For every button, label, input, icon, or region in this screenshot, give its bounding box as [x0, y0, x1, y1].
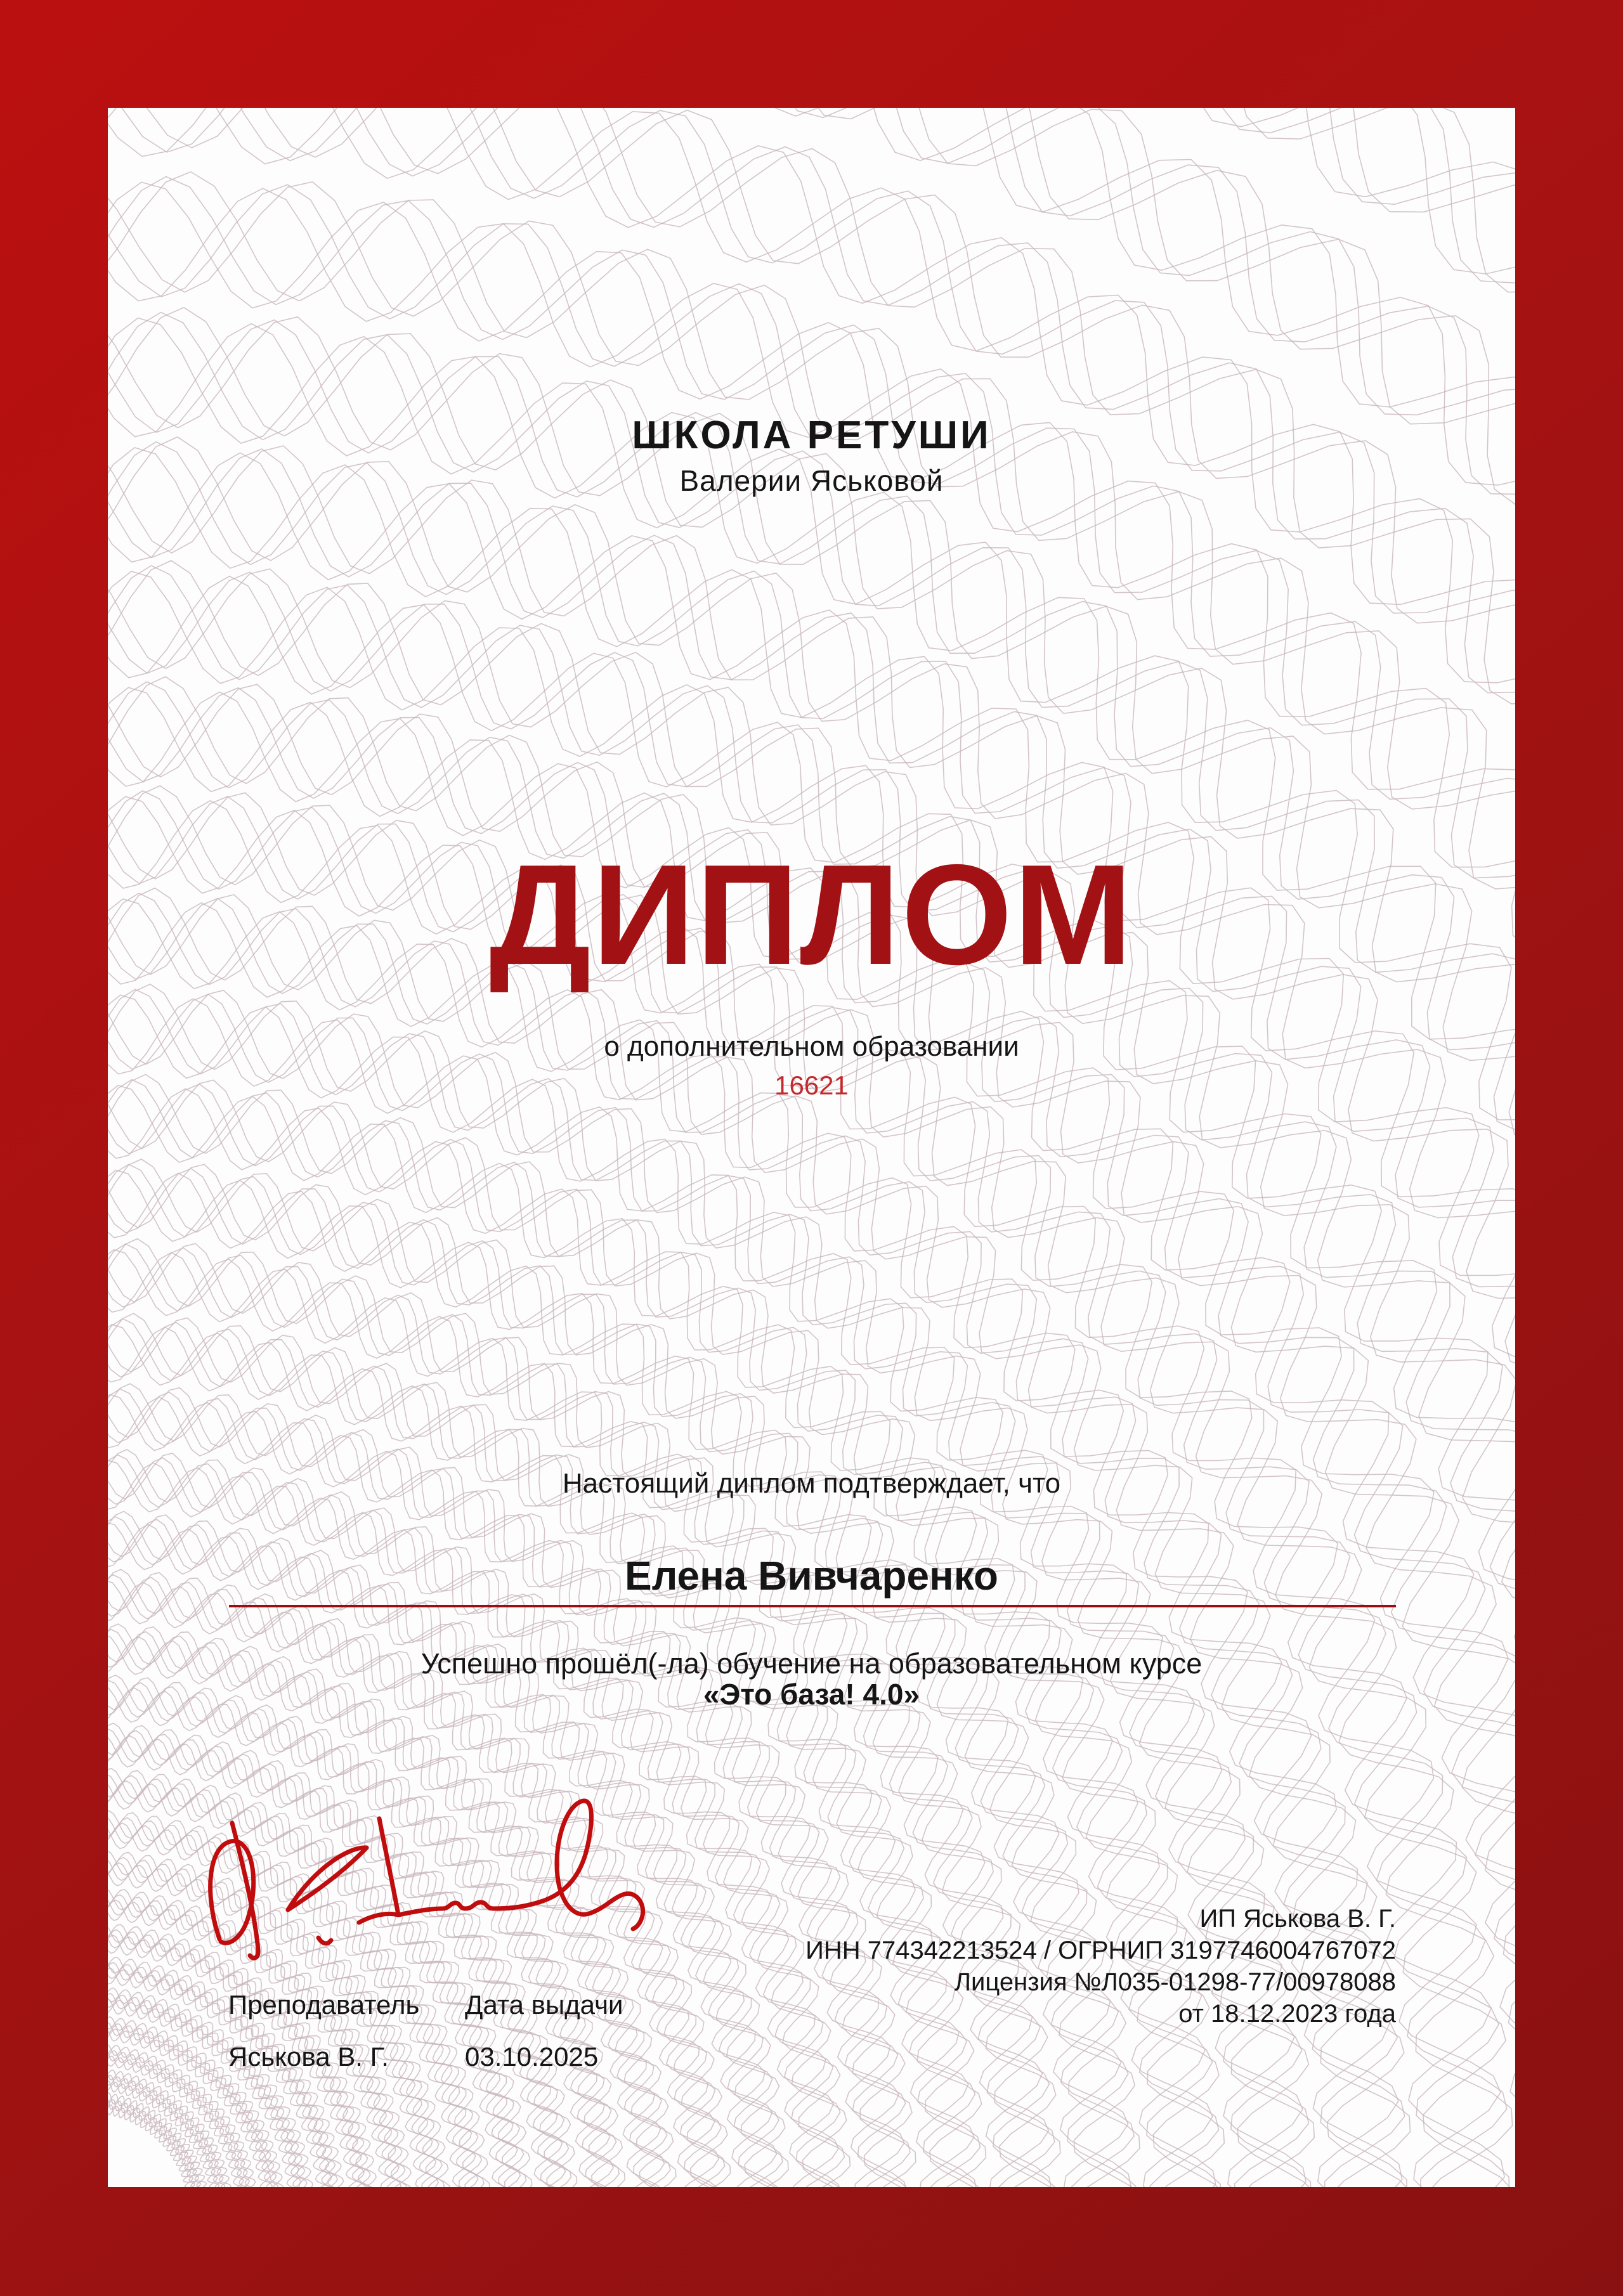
teacher-block	[228, 1992, 419, 2070]
signature	[108, 108, 1515, 2187]
legal-license-date: от 18.12.2023 года	[1178, 2000, 1396, 2028]
certificate-body	[108, 108, 1515, 2187]
diploma-title: ДИПЛОМ	[489, 834, 1134, 994]
school-subtitle: Валерии Яськовой	[679, 464, 944, 497]
issue-date-label: Дата выдачи	[465, 1990, 623, 2020]
confirmation-text: Настоящий диплом подтверждает, что	[562, 1468, 1061, 1499]
recipient-name: Елена Вивчаренко	[625, 1553, 998, 1599]
legal-license: Лицензия №Л035-01298-77/00978088	[954, 1968, 1396, 1996]
diploma-subtitle: о дополнительном образовании	[604, 1031, 1019, 1062]
teacher-label: Преподаватель	[228, 1990, 420, 2020]
course-name: «Это база! 4.0»	[703, 1678, 920, 1711]
course-description: Успешно прошёл(-ла) обучение на образовательном курсе	[420, 1647, 1203, 1680]
diploma-number: 16621	[774, 1070, 849, 1100]
legal-registration: ИНН 774342213524 / ОГРНИП 3197746004767072	[805, 1936, 1396, 1964]
school-name: ШКОЛА РЕТУШИ	[632, 413, 991, 457]
teacher-name: Яськова В. Г.	[228, 2042, 389, 2072]
legal-entity: ИП Яськова В. Г.	[1199, 1905, 1396, 1933]
legal-block	[805, 1903, 1396, 2030]
issue-date-value: 03.10.2025	[465, 2042, 599, 2072]
issue-date-block	[465, 1992, 623, 2070]
